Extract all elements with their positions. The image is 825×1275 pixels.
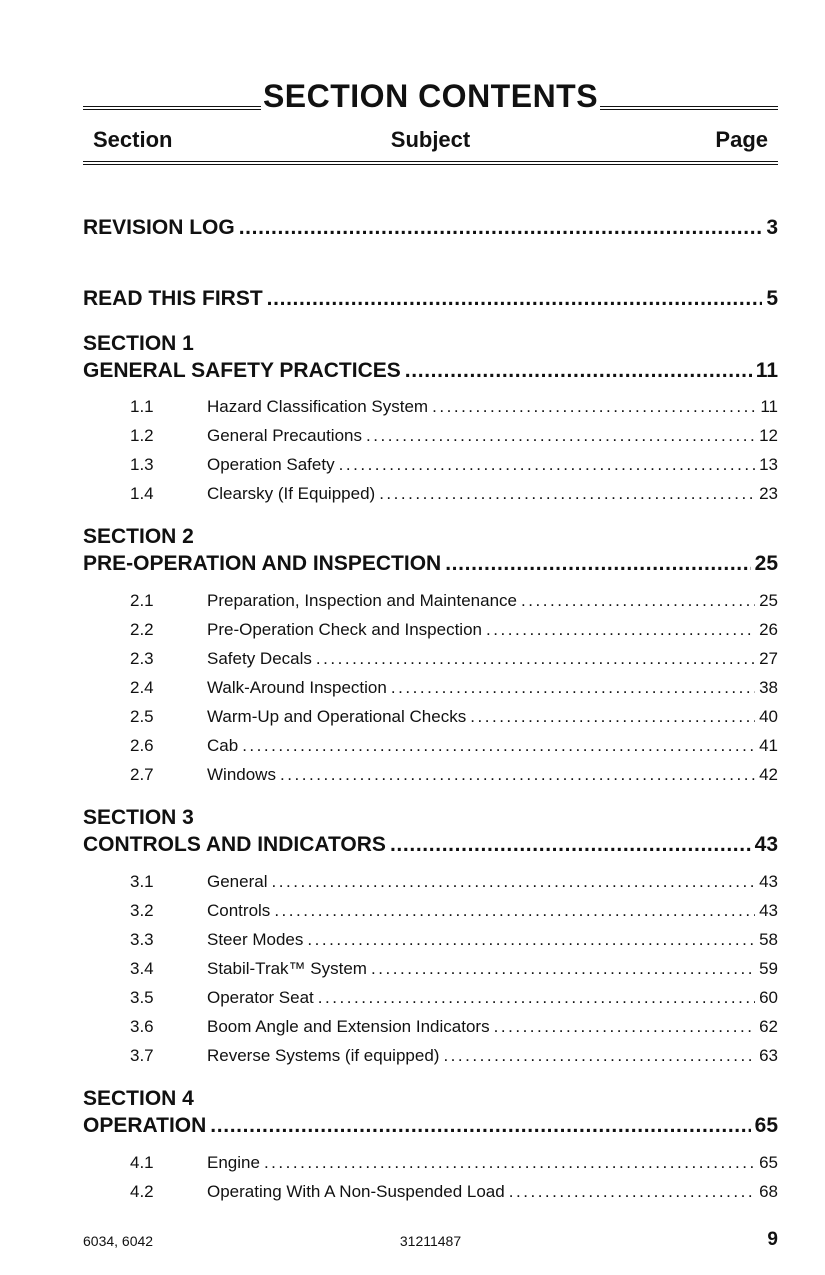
item-number: 2.7 [130,765,154,784]
title-block [83,78,778,112]
item-number: 3.4 [130,959,154,978]
dot-leader [470,706,755,728]
item-name: Steer Modes [207,930,304,949]
item-number: 1.3 [130,455,154,474]
toc-entry-title: REVISION LOG [83,216,235,239]
item-name: Hazard Classification System [207,397,429,416]
item-name: Windows [207,765,276,784]
toc-entry-title: READ THIS FIRST [83,287,263,310]
toc-item[interactable] [83,590,778,612]
item-name: Cab [207,736,239,755]
dot-leader [494,1016,756,1038]
section-label: SECTION 1 [83,332,194,355]
item-number: 3.7 [130,1046,154,1065]
item-name: Safety Decals [207,649,312,668]
item-page: 41 [759,736,778,755]
dot-leader [432,396,756,418]
toc-item[interactable] [83,1181,778,1203]
item-number: 2.1 [130,591,154,610]
dot-leader [390,832,751,858]
toc-item[interactable] [83,1152,778,1174]
toc-item[interactable] [83,454,778,476]
item-name: Engine [207,1153,260,1172]
item-page: 59 [759,959,778,978]
item-number: 4.2 [130,1182,154,1201]
toc-entry-page: 3 [766,216,778,239]
column-headers [83,126,778,156]
dot-leader [405,358,752,384]
item-name: Reverse Systems (if equipped) [207,1046,440,1065]
toc-item[interactable] [83,677,778,699]
header-rule-lower [83,164,778,165]
dot-leader [486,619,755,641]
dot-leader [267,286,763,312]
header-rule-upper [83,161,778,162]
footer-page-number: 9 [767,1229,778,1250]
item-number: 2.6 [130,736,154,755]
item-name: Warm-Up and Operational Checks [207,707,467,726]
item-name: Operation Safety [207,455,335,474]
toc-section-3[interactable] [83,832,778,858]
item-number: 2.3 [130,649,154,668]
dot-leader [379,483,755,505]
item-number: 3.5 [130,988,154,1007]
toc-item[interactable] [83,619,778,641]
toc-item[interactable] [83,871,778,893]
toc-item[interactable] [83,1045,778,1067]
page-title: SECTION CONTENTS [262,78,599,114]
toc-item[interactable] [83,1016,778,1038]
item-page: 60 [759,988,778,1007]
item-name: General [207,872,268,891]
dot-leader [307,929,755,951]
item-name: Operator Seat [207,988,314,1007]
item-page: 11 [760,397,778,416]
item-number: 3.6 [130,1017,154,1036]
column-header-page: Page [715,127,768,152]
item-name: Boom Angle and Extension Indicators [207,1017,490,1036]
section-page: 11 [755,359,778,382]
item-page: 38 [759,678,778,697]
section-label: SECTION 2 [83,525,194,548]
section-page: 43 [754,833,778,856]
dot-leader [239,215,763,241]
dot-leader [242,735,755,757]
toc-item[interactable] [83,987,778,1009]
dot-leader [339,454,756,476]
item-page: 68 [759,1182,778,1201]
item-name: Walk-Around Inspection [207,678,387,697]
item-number: 3.1 [130,872,154,891]
item-number: 2.4 [130,678,154,697]
dot-leader [391,677,755,699]
item-page: 43 [759,872,778,891]
dot-leader [210,1113,750,1139]
dot-leader [443,1045,755,1067]
dot-leader [274,900,755,922]
item-page: 62 [759,1017,778,1036]
item-page: 13 [759,455,778,474]
footer-models: 6034, 6042 [83,1233,154,1249]
item-name: Clearsky (If Equipped) [207,484,376,503]
item-page: 12 [759,426,778,445]
toc-item[interactable] [83,929,778,951]
item-number: 4.1 [130,1153,154,1172]
item-name: Controls [207,901,271,920]
item-page: 65 [759,1153,778,1172]
column-header-subject: Subject [390,127,471,152]
footer-part-number: 31211487 [399,1233,462,1249]
section-title: GENERAL SAFETY PRACTICES [83,359,401,382]
item-page: 40 [759,707,778,726]
dot-leader [445,551,750,577]
section-title: PRE-OPERATION AND INSPECTION [83,552,442,575]
item-page: 25 [759,591,778,610]
toc-item[interactable] [83,900,778,922]
item-number: 1.1 [130,397,154,416]
section-page: 65 [754,1114,778,1137]
item-page: 58 [759,930,778,949]
section-label: SECTION 4 [83,1087,194,1110]
item-page: 63 [759,1046,778,1065]
toc-item[interactable] [83,706,778,728]
item-number: 2.2 [130,620,154,639]
section-label: SECTION 3 [83,806,194,829]
dot-leader [521,590,755,612]
toc-section-4[interactable] [83,1113,778,1139]
toc-item[interactable] [83,483,778,505]
item-number: 3.3 [130,930,154,949]
dot-leader [264,1152,755,1174]
item-page: 43 [759,901,778,920]
item-page: 23 [759,484,778,503]
section-page: 25 [754,552,778,575]
dot-leader [371,958,755,980]
section-title: CONTROLS AND INDICATORS [83,833,386,856]
dot-leader [280,764,755,786]
item-number: 2.5 [130,707,154,726]
toc-item[interactable] [83,735,778,757]
item-number: 3.2 [130,901,154,920]
dot-leader [366,425,755,447]
item-page: 42 [759,765,778,784]
dot-leader [318,987,755,1009]
dot-leader [509,1181,755,1203]
toc-item[interactable] [83,425,778,447]
column-header-section: Section [93,127,173,152]
item-name: Pre-Operation Check and Inspection [207,620,482,639]
dot-leader [316,648,755,670]
item-name: Operating With A Non-Suspended Load [207,1182,505,1201]
item-name: Preparation, Inspection and Maintenance [207,591,517,610]
toc-item[interactable] [83,764,778,786]
toc-item[interactable] [83,648,778,670]
toc-entry-page: 5 [766,287,778,310]
item-number: 1.4 [130,484,154,503]
item-number: 1.2 [130,426,154,445]
toc-item[interactable] [83,396,778,418]
section-title: OPERATION [83,1114,207,1137]
toc-entry-read-this-first[interactable] [83,286,778,312]
item-name: Stabil-Trak™ System [207,959,367,978]
toc-entry-revision-log[interactable] [83,215,778,241]
dot-leader [271,871,755,893]
item-name: General Precautions [207,426,362,445]
toc-section-1[interactable] [83,358,778,384]
toc-item[interactable] [83,958,778,980]
item-page: 27 [759,649,778,668]
item-page: 26 [759,620,778,639]
toc-section-2[interactable] [83,551,778,577]
